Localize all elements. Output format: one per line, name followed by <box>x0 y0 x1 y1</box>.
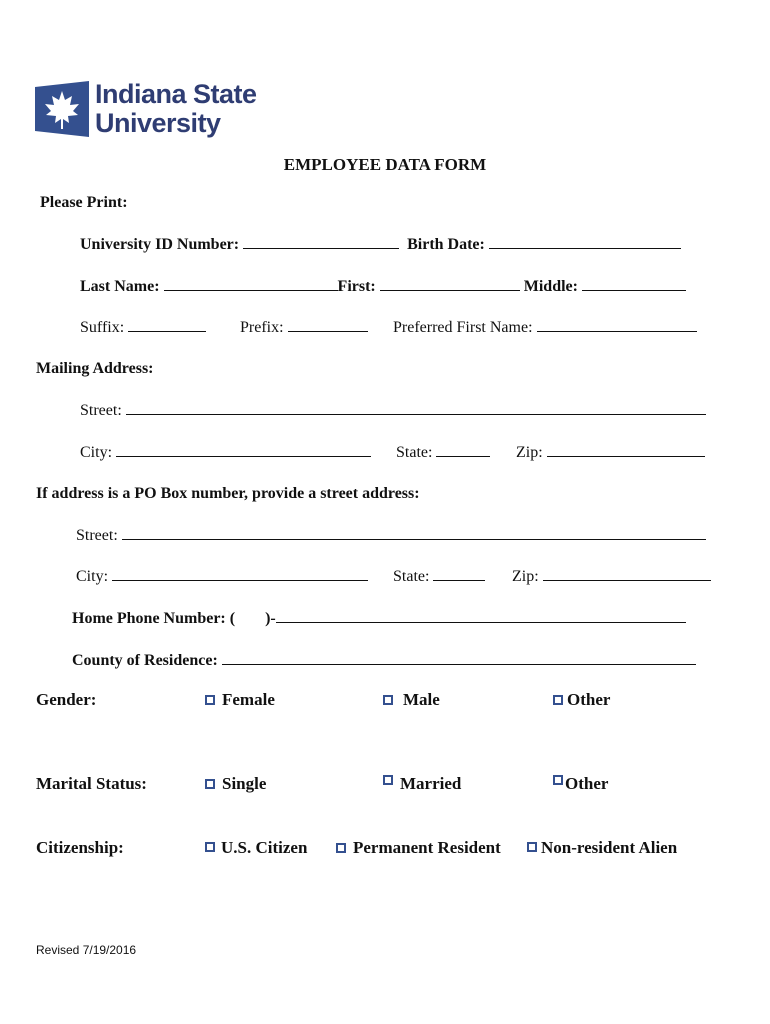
logo-line-1: Indiana State <box>95 79 257 109</box>
university-id-row <box>80 234 681 255</box>
mailing-street-row <box>80 400 706 421</box>
po-city-row <box>76 566 368 587</box>
gender-label: Gender: <box>36 690 97 709</box>
gender-other-label: Other <box>567 690 611 709</box>
marital-married-checkbox[interactable] <box>383 775 393 785</box>
mailing-street-label: Street: <box>80 402 126 419</box>
po-street-field[interactable] <box>122 525 706 540</box>
marital-single-checkbox[interactable] <box>205 779 215 789</box>
county-field[interactable] <box>222 650 696 665</box>
citizenship-label: Citizenship: <box>36 838 124 857</box>
gender-male-label: Male <box>403 690 440 709</box>
po-street-row <box>76 525 706 546</box>
po-street-label: Street: <box>76 527 122 544</box>
birth-date-label: Birth Date: <box>407 236 489 253</box>
form-title: EMPLOYEE DATA FORM <box>283 155 487 174</box>
po-box-note: If address is a PO Box number, provide a street address: <box>36 485 420 502</box>
marital-single-label: Single <box>222 774 267 793</box>
mailing-city-row <box>80 442 371 463</box>
home-phone-label: Home Phone Number: ( <box>72 610 236 627</box>
po-zip-field[interactable] <box>543 566 711 581</box>
mailing-street-field[interactable] <box>126 400 706 415</box>
logo-line-2: University <box>95 108 221 138</box>
last-name-field[interactable] <box>164 276 338 291</box>
university-logo <box>35 78 285 140</box>
birth-date-field[interactable] <box>489 234 681 249</box>
preferred-first-name-field[interactable] <box>537 317 697 332</box>
marital-status-label: Marital Status: <box>36 774 147 793</box>
po-state-row <box>393 566 485 587</box>
prefix-row <box>240 317 368 338</box>
first-name-label: First: <box>337 278 380 295</box>
suffix-label: Suffix: <box>80 319 129 336</box>
last-name-label: Last Name: <box>80 278 164 295</box>
first-name-field[interactable] <box>380 276 520 291</box>
prefix-field[interactable] <box>288 317 368 332</box>
po-city-field[interactable] <box>112 566 368 581</box>
gender-male-checkbox[interactable] <box>383 695 393 705</box>
university-id-field[interactable] <box>243 234 399 249</box>
po-zip-row <box>512 566 711 587</box>
preferred-first-name-label: Preferred First Name: <box>393 319 537 336</box>
middle-name-field[interactable] <box>582 276 686 291</box>
suffix-row <box>80 317 206 338</box>
mailing-state-row <box>396 442 490 463</box>
logo-wordmark <box>95 80 257 138</box>
citizenship-permanent-checkbox[interactable] <box>336 843 346 853</box>
po-state-label: State: <box>393 568 434 585</box>
citizenship-us-checkbox[interactable] <box>205 842 215 852</box>
county-row <box>72 650 696 671</box>
citizenship-us-label: U.S. Citizen <box>221 838 308 857</box>
prefix-label: Prefix: <box>240 319 288 336</box>
marital-other-checkbox[interactable] <box>553 775 563 785</box>
mailing-state-label: State: <box>396 444 437 461</box>
revision-date: Revised 7/19/2016 <box>36 943 137 957</box>
home-phone-separator: )- <box>265 610 276 627</box>
citizenship-nonresident-label: Non-resident Alien <box>541 838 678 857</box>
mailing-zip-label: Zip: <box>516 444 547 461</box>
marital-married-label: Married <box>400 774 462 793</box>
gender-female-label: Female <box>222 690 275 709</box>
mailing-address-heading: Mailing Address: <box>36 360 154 377</box>
gender-other-checkbox[interactable] <box>553 695 563 705</box>
home-phone-field[interactable] <box>276 608 686 623</box>
po-city-label: City: <box>76 568 113 585</box>
po-state-field[interactable] <box>433 566 485 581</box>
university-id-label: University ID Number: <box>80 236 244 253</box>
citizenship-permanent-label: Permanent Resident <box>353 838 501 857</box>
middle-name-label: Middle: <box>523 278 582 295</box>
maple-leaf-logo-icon <box>35 81 89 137</box>
name-row <box>80 276 686 297</box>
county-label: County of Residence: <box>72 652 222 669</box>
gender-female-checkbox[interactable] <box>205 695 215 705</box>
suffix-field[interactable] <box>128 317 206 332</box>
please-print-heading: Please Print: <box>40 194 128 211</box>
po-zip-label: Zip: <box>512 568 543 585</box>
mailing-zip-field[interactable] <box>547 442 705 457</box>
mailing-city-field[interactable] <box>116 442 371 457</box>
home-phone-row <box>72 608 686 629</box>
mailing-city-label: City: <box>80 444 117 461</box>
mailing-state-field[interactable] <box>436 442 490 457</box>
mailing-zip-row <box>516 442 705 463</box>
citizenship-nonresident-checkbox[interactable] <box>527 842 537 852</box>
marital-other-label: Other <box>565 774 609 793</box>
preferred-name-row <box>393 317 697 338</box>
